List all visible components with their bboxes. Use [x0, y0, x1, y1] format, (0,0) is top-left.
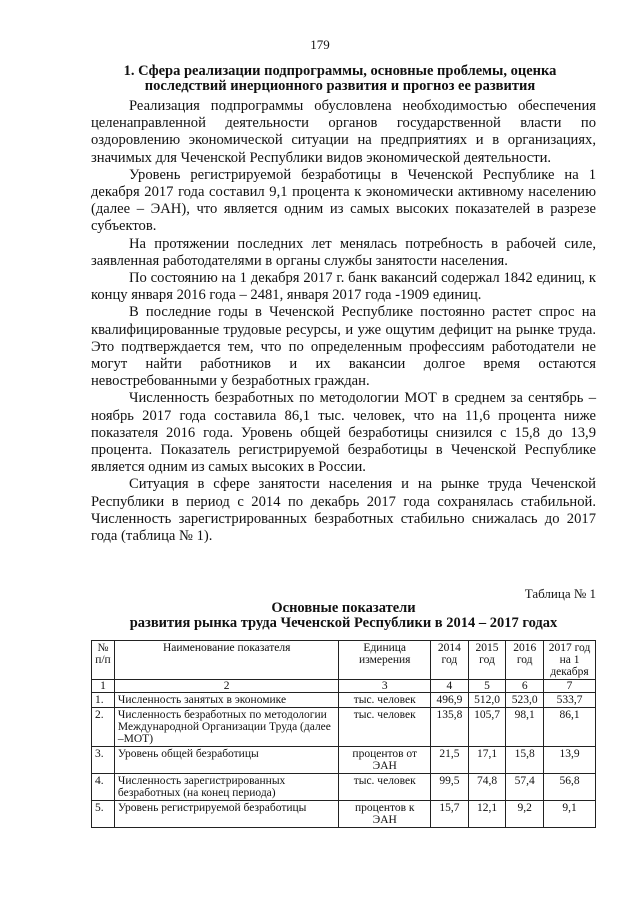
paragraph: Уровень регистрируемой безработицы в Чеченской Республике на 1 декабря 2017 года составил 9,1 процента к экономически активному населению (далее – ЭАН), что является одним из самых высоких показателей в разрезе субъектов. — [91, 166, 596, 235]
unit-of-measure: процентов к ЭАН — [339, 801, 431, 828]
value-2014: 15,7 — [431, 801, 469, 828]
table-title-line-1: Основные показатели — [271, 600, 416, 616]
indicator-name: Численность зарегистрированных безработных (на конец периода) — [114, 774, 339, 801]
column-index: 4 — [431, 680, 469, 693]
value-2014: 496,9 — [431, 693, 469, 708]
header-unit: Единица измерения — [339, 641, 431, 680]
value-2015: 17,1 — [468, 747, 506, 774]
body-text — [91, 98, 596, 545]
section-heading — [100, 64, 580, 94]
value-2015: 12,1 — [468, 801, 506, 828]
unit-of-measure: тыс. человек — [339, 774, 431, 801]
header-name: Наименование показателя — [114, 641, 339, 680]
value-2017: 56,8 — [544, 774, 596, 801]
unit-of-measure: процентов от ЭАН — [339, 747, 431, 774]
value-2016: 15,8 — [506, 747, 544, 774]
column-index: 5 — [468, 680, 506, 693]
header-2014: 2014 год — [431, 641, 469, 680]
labor-market-table — [91, 640, 596, 828]
unit-of-measure: тыс. человек — [339, 693, 431, 708]
page-number: 179 — [310, 37, 330, 52]
column-index: 1 — [92, 680, 115, 693]
unit-of-measure: тыс. человек — [339, 708, 431, 747]
value-2015: 512,0 — [468, 693, 506, 708]
row-number: 2. — [92, 708, 115, 747]
indicator-name: Уровень общей безработицы — [114, 747, 339, 774]
value-2014: 21,5 — [431, 747, 469, 774]
value-2016: 57,4 — [506, 774, 544, 801]
table-title-line-2: развития рынка труда Чеченской Республики в 2014 – 2017 годах — [129, 614, 558, 631]
table-title — [91, 601, 596, 630]
paragraph: По состоянию на 1 декабря 2017 г. банк вакансий содержал 1842 единиц, к концу января 2016 года – 2481, января 2017 года -1909 единиц. — [91, 270, 596, 304]
column-index: 2 — [114, 680, 339, 693]
table-row — [92, 708, 596, 747]
table-row — [92, 774, 596, 801]
column-index-row — [92, 680, 596, 693]
table-header-row — [92, 641, 596, 680]
value-2017: 533,7 — [544, 693, 596, 708]
value-2015: 105,7 — [468, 708, 506, 747]
indicator-name: Численность занятых в экономике — [114, 693, 339, 708]
row-number: 4. — [92, 774, 115, 801]
paragraph: Ситуация в сфере занятости населения и на рынке труда Чеченской Республики в период с 2014 по декабрь 2017 года сохранялась стабильной. Численность зарегистрированных безработных стабильно снижалась до 2017 года (таблица № 1). — [91, 476, 596, 545]
paragraph: Реализация подпрограммы обусловлена необходимостью обеспечения целенаправленной деятельности органов государственной власти по оздоровлению экономической ситуации на предприятиях и в организациях, значимых для Чеченской Республики видов экономической деятельности. — [91, 98, 596, 166]
value-2016: 98,1 — [506, 708, 544, 747]
value-2014: 135,8 — [431, 708, 469, 747]
column-index: 7 — [544, 680, 596, 693]
table-row — [92, 693, 596, 708]
column-index: 6 — [506, 680, 544, 693]
table-row — [92, 747, 596, 774]
table-row — [92, 801, 596, 828]
value-2014: 99,5 — [431, 774, 469, 801]
value-2017: 86,1 — [544, 708, 596, 747]
indicator-name: Численность безработных по методологии Международной Организации Труда (далее –МОТ) — [114, 708, 339, 747]
section-heading-line-2: последствий инерционного развития и прогноз ее развития — [144, 78, 536, 94]
paragraph: На протяжении последних лет менялась потребность в рабочей силе, заявленная работодателями в органы службы занятости населения. — [91, 235, 596, 269]
value-2016: 523,0 — [506, 693, 544, 708]
value-2016: 9,2 — [506, 801, 544, 828]
value-2017: 9,1 — [544, 801, 596, 828]
indicator-name: Уровень регистрируемой безработицы — [114, 801, 339, 828]
section-heading-line-1: 1. Сфера реализации подпрограммы, основные проблемы, оценка — [123, 63, 557, 79]
paragraph: Численность безработных по методологии МОТ в среднем за сентябрь – ноябрь 2017 года составила 86,1 тыс. человек, что на 11,6 процента ниже показателя 2016 года. Уровень общей безработицы снизился с 15,8 до 13,9 процента. Показатель регистрируемой безработицы в Чеченской Республике является одним из самых высоких в России. — [91, 390, 596, 476]
header-2015: 2015 год — [468, 641, 506, 680]
column-index: 3 — [339, 680, 431, 693]
table-caption: Таблица № 1 — [524, 586, 596, 601]
value-2017: 13,9 — [544, 747, 596, 774]
header-2017: 2017 год на 1 декабря — [544, 641, 596, 680]
header-2016: 2016 год — [506, 641, 544, 680]
paragraph: В последние годы в Чеченской Республике постоянно растет спрос на квалифицированные трудовые ресурсы, и уже ощутим дефицит на рынке труда. Это подтверждается тем, что по определенным профессиям работодатели не могут найти работников и их вакансии долгое время остаются невостребованными у безработных граждан. — [91, 304, 596, 390]
row-number: 5. — [92, 801, 115, 828]
header-num: № п/п — [92, 641, 115, 680]
row-number: 3. — [92, 747, 115, 774]
value-2015: 74,8 — [468, 774, 506, 801]
row-number: 1. — [92, 693, 115, 708]
